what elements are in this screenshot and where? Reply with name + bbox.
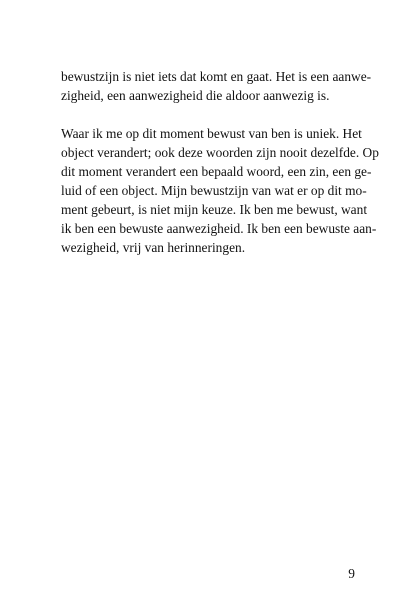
page-number: 9	[348, 566, 355, 581]
paragraph-line: ment gebeurt, is niet mijn keuze. Ik ben me bewust, want	[61, 202, 368, 217]
paragraph-line: zigheid, een aanwezigheid die aldoor aanwezig is.	[61, 88, 330, 103]
paragraph-line: wezigheid, vrij van herinneringen.	[61, 240, 246, 255]
paragraph-line: object verandert; ook deze woorden zijn nooit dezelfde. Op	[61, 145, 379, 160]
paragraph-2	[61, 124, 379, 257]
paragraph-line: luid of een object. Mijn bewustzijn van wat er op dit mo-	[61, 183, 367, 198]
paragraph-1	[61, 67, 372, 105]
paragraph-line: ik ben een bewuste aanwezigheid. Ik ben een bewuste aan-	[61, 221, 377, 236]
paragraph-line: dit moment verandert een bepaald woord, een zin, een ge-	[61, 164, 372, 179]
paragraph-line: bewustzijn is niet iets dat komt en gaat. Het is een aanwe-	[61, 69, 372, 84]
paragraph-line: Waar ik me op dit moment bewust van ben is uniek. Het	[61, 126, 362, 141]
